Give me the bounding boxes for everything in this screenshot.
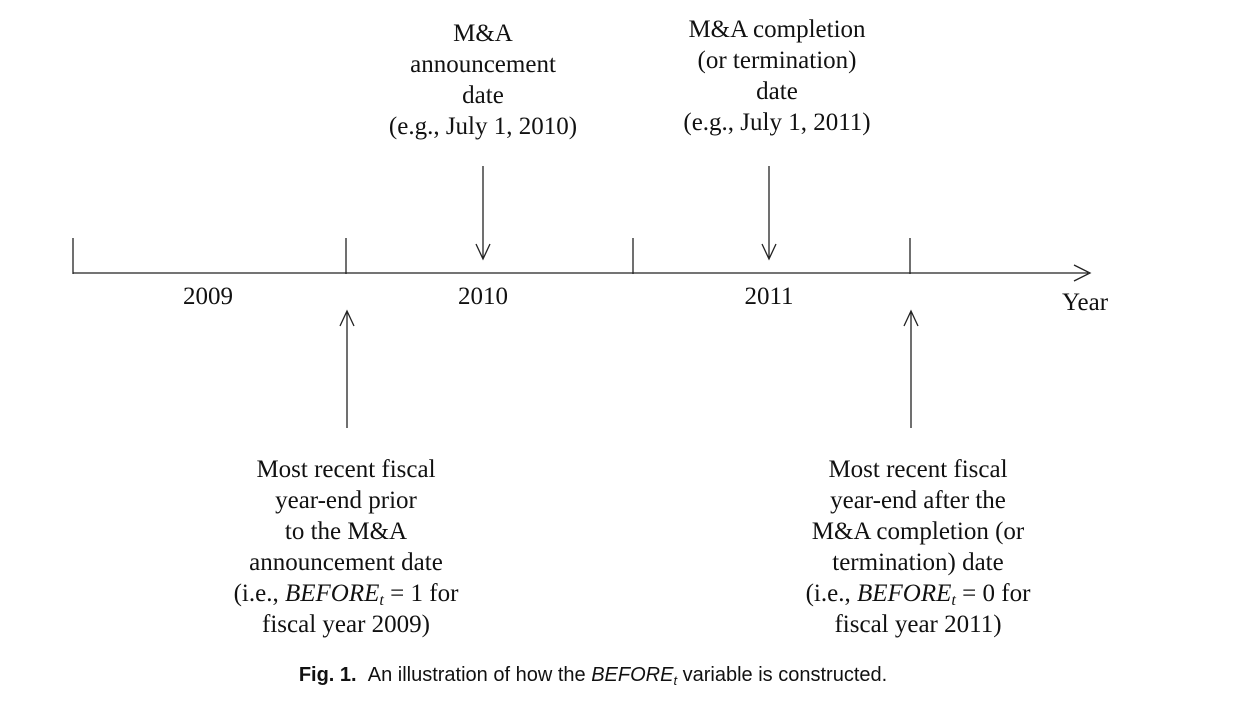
prior-var-sub: t xyxy=(379,591,384,609)
prior-fye-label xyxy=(216,454,476,640)
caption-var-sub: t xyxy=(673,673,678,688)
announcement-date-label xyxy=(368,18,598,142)
caption-var-name: BEFORE xyxy=(591,664,674,686)
prior-line4: announcement date xyxy=(249,549,443,576)
year-2010-label: 2010 xyxy=(458,283,508,310)
year-2009-label: 2009 xyxy=(183,283,233,310)
caption-text-after: variable is constructed. xyxy=(677,664,888,686)
after-line3: M&A completion (or xyxy=(811,518,1025,545)
after-line4: termination) date xyxy=(832,549,1004,576)
caption-fig-number: Fig. 1. xyxy=(298,664,357,686)
figure-caption xyxy=(0,664,1186,687)
completion-line3: date xyxy=(756,78,798,105)
announcement-line4: (e.g., July 1, 2010) xyxy=(388,113,578,140)
after-line1: Most recent fiscal xyxy=(828,456,1008,483)
prior-line3: to the M&A xyxy=(284,518,408,545)
prior-line5-suffix: = 1 for xyxy=(383,580,459,607)
after-fye-label xyxy=(783,454,1053,640)
prior-line5 xyxy=(216,578,476,609)
announcement-line1: M&A xyxy=(453,20,513,47)
prior-line6: fiscal year 2009) xyxy=(262,611,430,638)
after-line5 xyxy=(783,578,1053,609)
after-line2: year-end after the xyxy=(830,487,1006,514)
axis-year-label: Year xyxy=(1061,289,1109,316)
after-var-name: BEFORE xyxy=(856,580,952,607)
after-line5-suffix: = 0 for xyxy=(955,580,1031,607)
caption-text-before: An illustration of how the xyxy=(367,664,592,686)
prior-line1: Most recent fiscal xyxy=(256,456,436,483)
completion-line4: (e.g., July 1, 2011) xyxy=(683,109,871,136)
completion-line2: (or termination) xyxy=(697,47,857,74)
announcement-line3: date xyxy=(462,82,504,109)
announcement-line2: announcement xyxy=(410,51,556,78)
after-line5-prefix: (i.e., xyxy=(805,580,857,607)
prior-line2: year-end prior xyxy=(275,487,417,514)
after-var-sub: t xyxy=(951,591,956,609)
after-line6: fiscal year 2011) xyxy=(834,611,1002,638)
prior-line5-prefix: (i.e., xyxy=(233,580,285,607)
completion-date-label xyxy=(652,14,902,138)
completion-line1: M&A completion xyxy=(688,16,866,43)
year-2011-label: 2011 xyxy=(744,283,794,310)
prior-var-name: BEFORE xyxy=(284,580,380,607)
